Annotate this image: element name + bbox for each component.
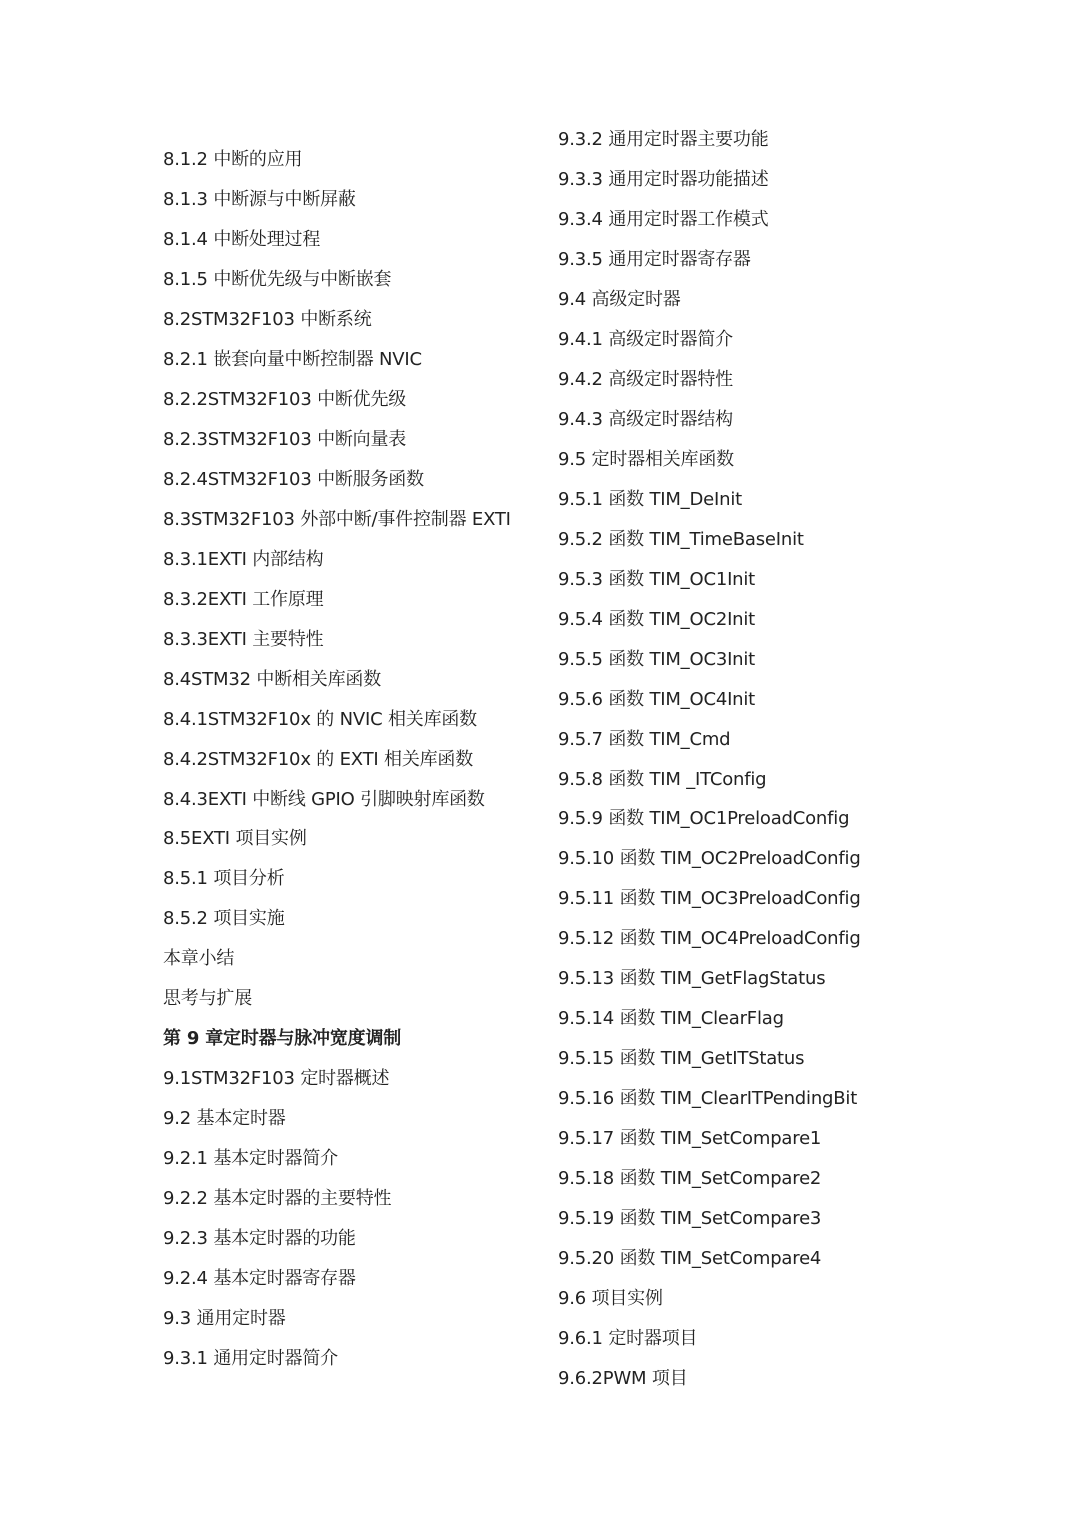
toc-entry: 9.3.2 通用定时器主要功能: [558, 129, 769, 150]
toc-entry: 9.5.17 函数 TIM_SetCompare1: [558, 1128, 822, 1150]
toc-entry: 9.2.4 基本定时器寄存器: [163, 1268, 356, 1290]
toc-entry: 8.3STM32F103 外部中断/事件控制器 EXTI: [163, 508, 511, 530]
toc-entry: 8.2STM32F103 中断系统: [163, 308, 372, 330]
toc-entry: 8.3.2EXTI 工作原理: [163, 588, 324, 610]
toc-entry: 9.5.14 函数 TIM_ClearFlag: [558, 1008, 784, 1030]
toc-entry: 9.3.1 通用定时器简介: [163, 1348, 338, 1370]
toc-entry: 9.2.2 基本定时器的主要特性: [163, 1188, 392, 1210]
toc-entry: 9.5.2 函数 TIM_TimeBaseInit: [558, 528, 804, 550]
toc-entry: 9.6.1 定时器项目: [558, 1328, 698, 1350]
toc-left-column: [163, 140, 543, 1379]
toc-entry: 9.5.9 函数 TIM_OC1PreloadConfig: [558, 808, 850, 830]
toc-entry: 9.5.1 函数 TIM_DeInit: [558, 488, 742, 510]
toc-entry: 8.4.3EXTI 中断线 GPIO 引脚映射库函数: [163, 788, 485, 810]
toc-entry: 9.5.3 函数 TIM_OC1Init: [558, 568, 756, 590]
toc-entry: 9.5.20 函数 TIM_SetCompare4: [558, 1248, 822, 1270]
toc-entry: 9.1STM32F103 定时器概述: [163, 1068, 390, 1090]
toc-entry: 8.5.2 项目实施: [163, 908, 285, 930]
toc-entry: 9.5.10 函数 TIM_OC2PreloadConfig: [558, 848, 861, 870]
toc-entry: 8.1.5 中断优先级与中断嵌套: [163, 268, 392, 290]
toc-chapter-heading: 第 9 章定时器与脉冲宽度调制: [163, 1028, 402, 1050]
toc-entry: 8.2.4STM32F103 中断服务函数: [163, 468, 424, 490]
toc-entry: 9.4.2 高级定时器特性: [558, 368, 733, 390]
toc-entry: 9.5.8 函数 TIM _ITConfig: [558, 768, 767, 790]
toc-entry: 8.5.1 项目分析: [163, 868, 285, 890]
toc-entry: 9.5.7 函数 TIM_Cmd: [558, 728, 731, 750]
toc-entry: 9.2.1 基本定时器简介: [163, 1148, 338, 1170]
toc-entry: 9.3.4 通用定时器工作模式: [558, 208, 769, 230]
toc-entry: 9.5.13 函数 TIM_GetFlagStatus: [558, 968, 826, 990]
toc-entry: 9.5 定时器相关库函数: [558, 448, 734, 470]
toc-entry: 8.1.3 中断源与中断屏蔽: [163, 188, 356, 210]
toc-entry: 8.3.3EXTI 主要特性: [163, 628, 324, 650]
toc-entry: 8.3.1EXTI 内部结构: [163, 548, 324, 570]
toc-entry: 8.2.2STM32F103 中断优先级: [163, 388, 407, 410]
toc-entry: 9.5.16 函数 TIM_ClearITPendingBit: [558, 1088, 858, 1110]
toc-entry: 9.5.12 函数 TIM_OC4PreloadConfig: [558, 928, 861, 950]
toc-entry: 9.5.18 函数 TIM_SetCompare2: [558, 1168, 822, 1190]
toc-entry: 8.4STM32 中断相关库函数: [163, 668, 382, 690]
toc-entry: 8.1.4 中断处理过程: [163, 228, 321, 250]
toc-entry: 9.3.5 通用定时器寄存器: [558, 248, 751, 270]
toc-entry: 9.4.3 高级定时器结构: [558, 408, 733, 430]
toc-entry: 9.5.15 函数 TIM_GetITStatus: [558, 1048, 805, 1070]
toc-entry: 8.1.2 中断的应用: [163, 149, 303, 170]
toc-entry: 9.4 高级定时器: [558, 288, 681, 310]
toc-entry: 8.4.1STM32F10x 的 NVIC 相关库函数: [163, 708, 477, 730]
toc-entry: 8.4.2STM32F10x 的 EXTI 相关库函数: [163, 748, 474, 770]
toc-entry: 9.5.19 函数 TIM_SetCompare3: [558, 1208, 822, 1230]
toc-right-column: [558, 120, 958, 1399]
toc-entry: 9.3.3 通用定时器功能描述: [558, 168, 769, 190]
toc-entry: 9.5.6 函数 TIM_OC4Init: [558, 688, 756, 710]
toc-entry: 9.5.11 函数 TIM_OC3PreloadConfig: [558, 888, 861, 910]
toc-entry: 9.6.2PWM 项目: [558, 1368, 688, 1390]
toc-entry: 8.2.3STM32F103 中断向量表: [163, 428, 407, 450]
toc-entry: 8.5EXTI 项目实例: [163, 828, 307, 850]
toc-entry: 9.5.5 函数 TIM_OC3Init: [558, 648, 756, 670]
toc-entry: 9.2.3 基本定时器的功能: [163, 1228, 356, 1250]
toc-entry: 8.2.1 嵌套向量中断控制器 NVIC: [163, 348, 422, 370]
toc-entry: 9.6 项目实例: [558, 1288, 663, 1310]
toc-entry: 9.2 基本定时器: [163, 1108, 286, 1130]
toc-entry: 9.4.1 高级定时器简介: [558, 328, 733, 350]
toc-entry: 思考与扩展: [163, 988, 252, 1010]
toc-entry: 本章小结: [163, 948, 235, 970]
toc-entry: 9.3 通用定时器: [163, 1308, 286, 1330]
toc-entry: 9.5.4 函数 TIM_OC2Init: [558, 608, 756, 630]
